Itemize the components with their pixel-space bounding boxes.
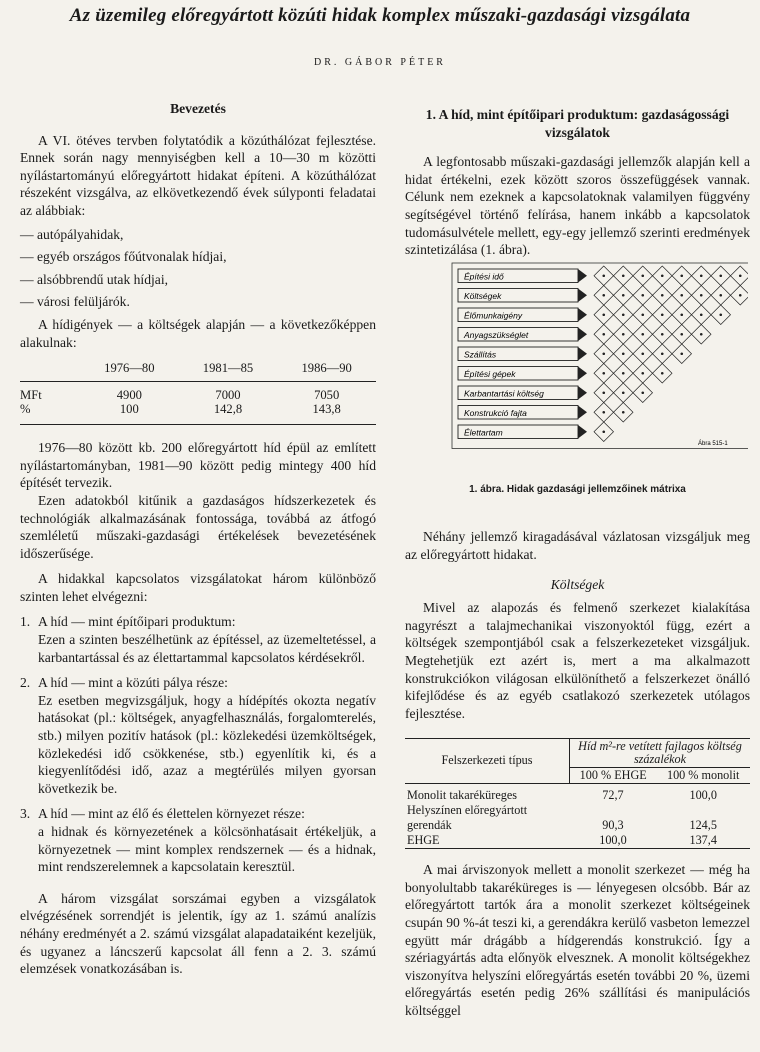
level-item-1: 1. A híd — mint építőipari produktum: Ezen a szinten beszélhetünk az építéssel, az üzemeltetéssel, a karbantartással és az élettartammal kapcsolatos kérdésekről. [20, 614, 376, 665]
level-item-title: A híd — mint építőipari produktum: [38, 614, 236, 630]
intro-paragraph-4: Ezen adatokból kitűnik a gazdaságos hídszerkezetek és technológiák alkalmazásának fontossága, továbbá az átfogó szemléletű műszaki-gazdasági értékelések bevezetésének időszerűsége. [20, 492, 376, 561]
matrix-arrow-icon [578, 405, 587, 419]
costs-paragraph-2: A mai árviszonyok mellett a monolit szerkezet — még ha bonyolultabb takaréküreges is — lényegesen olcsóbb. Bár az előregyártott tartók ára a monolit szerkezet költségeinek csupán 90 %-át teszi ki, a gerendákra kerülő vasbeton lemezzel együtt már drágább a hídgerendás konstrukció. Így a szériagyártás adta előnyök elvesznek. A monolit költségekhez viszonyítva helyszíni előregyártás esetén további 20 %, üzemi előregyártás esetén pedig 26% szállítási és manipulációs költséggel [405, 862, 750, 1019]
matrix-node [699, 294, 702, 297]
matrix-node [602, 352, 605, 355]
table-header-cell: Felszerkezeti típus [405, 739, 570, 768]
matrix-node [660, 294, 663, 297]
table-row: Monolit takaréküreges 72,7 100,0 [407, 788, 717, 803]
matrix-node [621, 294, 624, 297]
matrix-label: Konstrukció fajta [463, 407, 527, 418]
matrix-node [738, 294, 741, 297]
section1-paragraph-1: A legfontosabb műszaki-gazdasági jellemzők alapján kell a hidat értékelni, ezek között szoros összefüggések vannak. Célunk nem ezeknek a kapcsolatoknak valamilyen függvény segítségével történő felírása, hanem inkább a kapcsolatok tudomásulvétele mellett, egy-egy jellemző szerinti eredmények szintetizálása (1. ábra). [405, 154, 750, 258]
table-row: MFt 4900 7000 7050 [20, 388, 340, 403]
matrix-node [680, 294, 683, 297]
author-name: DR. GÁBOR PÉTER [314, 57, 446, 68]
matrix-node [660, 372, 663, 375]
matrix-node [660, 352, 663, 355]
matrix-label: Anyagszükséglet [463, 329, 528, 340]
section1-paragraph-2: Néhány jellemző kiragadásával vázlatosan vizsgáljuk meg az előregyártott hidakat. [405, 529, 750, 562]
table-row: % 100 142,8 143,8 [20, 402, 376, 425]
matrix-node [621, 411, 624, 414]
matrix-label: Élettartam [463, 427, 503, 438]
level-item-body: Ez esetben megvizsgáljuk, hogy a hídépítés okozta negatív hatásokat (pl.: költségek, anyagfelhasználás, forgalomterelés, stb.) milyen pozitív hatások (pl.: közlekedési üzemköltségek, közlekedési idő csökkenése, stb.) egyenlítik ki, és a kiegyenlítődési idő, azaz a megtérülés milyen gyorsan következik be. [38, 692, 376, 796]
matrix-node [641, 294, 644, 297]
matrix-node [602, 274, 605, 277]
matrix-node [641, 313, 644, 316]
matrix-arrow-icon [578, 366, 587, 380]
costs-paragraph-1: Mivel az alapozás és felmenő szerkezet kialakítása nagyrészt a talajmechanikai viszonyoktól függ, ezért a költségek szempontjából csak a felszerkezeteket vizsgáljuk. Megtehetjük ezt azért is, mert a ma alkalmazott konstrukciókon világosan elkülöníthető a felszerkezet önálló kifejlődése és az egyéb csatlakozó szerkezetek utólagos fejlesztése. [405, 600, 750, 721]
matrix-arrow-icon [578, 269, 587, 283]
intro-paragraph-5: A hidakkal kapcsolatos vizsgálatokat három különböző szinten lehet elvégezni: [20, 571, 376, 604]
matrix-label: Szállítás [463, 349, 496, 360]
matrix-arrow-icon [578, 386, 587, 400]
matrix-node [641, 372, 644, 375]
intro-paragraph-1: A VI. ötéves tervben folytatódik a közúthálózat fejlesztése. Ennek során nagy mennyiségben kell a 10—30 m közötti nyílástartományú előregyártott hidakat építeni. A közúthálózat részeként vizsgálva, az elkövetkezendő évek súlyponti feladatai az alábbiak: [20, 132, 376, 218]
left-column [20, 100, 376, 978]
matrix-node [680, 333, 683, 336]
level-item-2: 2. A híd — mint a közúti pálya része: Ez esetben megvizsgáljuk, hogy a hídépítés okozta negatív hatásokat (pl.: költségek, anyagfelhasználás, forgalomterelés, stb.) milyen pozitív hatások (pl.: közlekedési üzemköltségek, közlekedési idő csökkenése, stb.) egyenlítik ki, és a kiegyenlítődési idő, azaz a megtérülés milyen gyorsan következik be. [20, 675, 376, 796]
table-header-cell: 1986—90 [277, 351, 376, 382]
matrix-node [719, 313, 722, 316]
matrix-label: Építési idő [463, 271, 504, 282]
table-header-cell: 100 % EHGE [570, 768, 657, 784]
matrix-node [602, 430, 605, 433]
matrix-node [621, 391, 624, 394]
table-row: Helyszínen előregyártott [407, 803, 528, 818]
intro-paragraph-2: A hídigények — a költségek alapján — a következőképpen alakulnak: [20, 316, 376, 350]
task-list-item: — városi felüljárók. [20, 294, 130, 310]
subheading-costs: Költségek [550, 576, 605, 592]
section-heading-intro: Bevezetés [170, 101, 226, 116]
demand-table [20, 351, 376, 425]
matrix-arrow-icon [578, 308, 587, 322]
matrix-label: Élőmunkaigény [463, 310, 522, 321]
matrix-node [602, 391, 605, 394]
table-row: EHGE 100,0 137,4 [405, 833, 750, 849]
matrix-node [680, 313, 683, 316]
matrix-node [621, 372, 624, 375]
intro-paragraph-6: A három vizsgálat sorszámai egyben a vizsgálatok elvégzésének sorrendjét is jelentik, így az 1. számú analízis néhány eredményét a 2. számú vizsgálat alapadataiként kezeljük, és ugyanez a láncszerű kapcsolat áll fenn a 2. 3. számú elemzések vonatkozásában is. [20, 890, 376, 977]
section-heading-1: 1. A híd, mint építőipari produktum: gazdaságossági vizsgálatok [425, 107, 730, 140]
matrix-node [621, 313, 624, 316]
intro-paragraph-3: 1976—80 között kb. 200 előregyártott híd épül az említett nyílástartományban, 1981—90 között pedig mintegy 400 híd építését tervezik. [20, 440, 376, 491]
figure-stamp: Ábra 515-1 [697, 440, 728, 447]
matrix-label: Költségek [463, 290, 501, 301]
level-item-3: 3. A híd — mint az élő és élettelen környezet része: a hidnak és környezetének a kölcsönhatásait értékeljük, a környezetnek — mint komplex rendszernek — és a hidnak, mint rendszerelemnek a kapcsolatain keresztül. [20, 806, 376, 875]
matrix-node [719, 294, 722, 297]
matrix-node [660, 274, 663, 277]
table-header-cell: 1976—80 [80, 351, 179, 382]
matrix-arrow-icon [578, 327, 587, 341]
matrix-node [621, 333, 624, 336]
task-list-item: — egyéb országos főútvonalak hídjai, [20, 249, 227, 265]
level-item-title: A híd — mint a közúti pálya része: [38, 675, 228, 691]
article-title: Az üzemileg előregyártott közúti hidak komplex műszaki-gazdasági vizsgálata [69, 5, 691, 26]
matrix-node [699, 313, 702, 316]
matrix-arrow-icon [578, 347, 587, 361]
level-item-body: a hidnak és környezetének a kölcsönhatásait értékeljük, a környezetnek — mint komplex rendszernek — és a hidnak, mint rendszerelemnek a kapcsolatain keresztül. [38, 824, 376, 875]
matrix-arrow-icon [578, 425, 587, 439]
matrix-node [641, 333, 644, 336]
matrix-node [699, 274, 702, 277]
table-header-cell: 100 % monolit [656, 768, 750, 784]
right-column [405, 100, 750, 1020]
task-list-item: — autópályahidak, [20, 226, 124, 242]
task-list-item: — alsóbbrendű utak hídjai, [20, 271, 168, 287]
characteristics-matrix-figure [408, 259, 748, 481]
matrix-node [602, 333, 605, 336]
table-row: gerendák 90,3 124,5 [407, 818, 717, 833]
cost-table [405, 738, 750, 849]
matrix-node [641, 352, 644, 355]
figure-caption: 1. ábra. Hidak gazdasági jellemzőinek mátrixa [469, 483, 686, 495]
matrix-node [719, 274, 722, 277]
matrix-node [738, 274, 741, 277]
level-item-body: Ezen a szinten beszélhetünk az építéssel, az üzemeltetéssel, a karbantartással és az élettartammal kapcsolatos kérdésekről. [38, 632, 376, 665]
level-item-title: A híd — mint az élő és élettelen környezet része: [38, 806, 305, 822]
matrix-node [602, 294, 605, 297]
table-header-cell [20, 351, 80, 382]
matrix-node [699, 333, 702, 336]
matrix-node [602, 372, 605, 375]
matrix-label: Karbantartási költség [463, 388, 544, 399]
matrix-node [680, 352, 683, 355]
matrix-node [621, 352, 624, 355]
matrix-node [621, 274, 624, 277]
matrix-node [602, 411, 605, 414]
matrix-node [680, 274, 683, 277]
matrix-node [641, 391, 644, 394]
matrix-node [641, 274, 644, 277]
matrix-label: Építési gépek [463, 368, 516, 379]
matrix-node [602, 313, 605, 316]
matrix-node [660, 313, 663, 316]
matrix-arrow-icon [578, 288, 587, 302]
matrix-node [660, 333, 663, 336]
table-header-cell: 1981—85 [179, 351, 278, 382]
task-list [20, 226, 376, 311]
table-header-cell: Híd m²-re vetített fajlagos költség százalékok [570, 739, 751, 768]
